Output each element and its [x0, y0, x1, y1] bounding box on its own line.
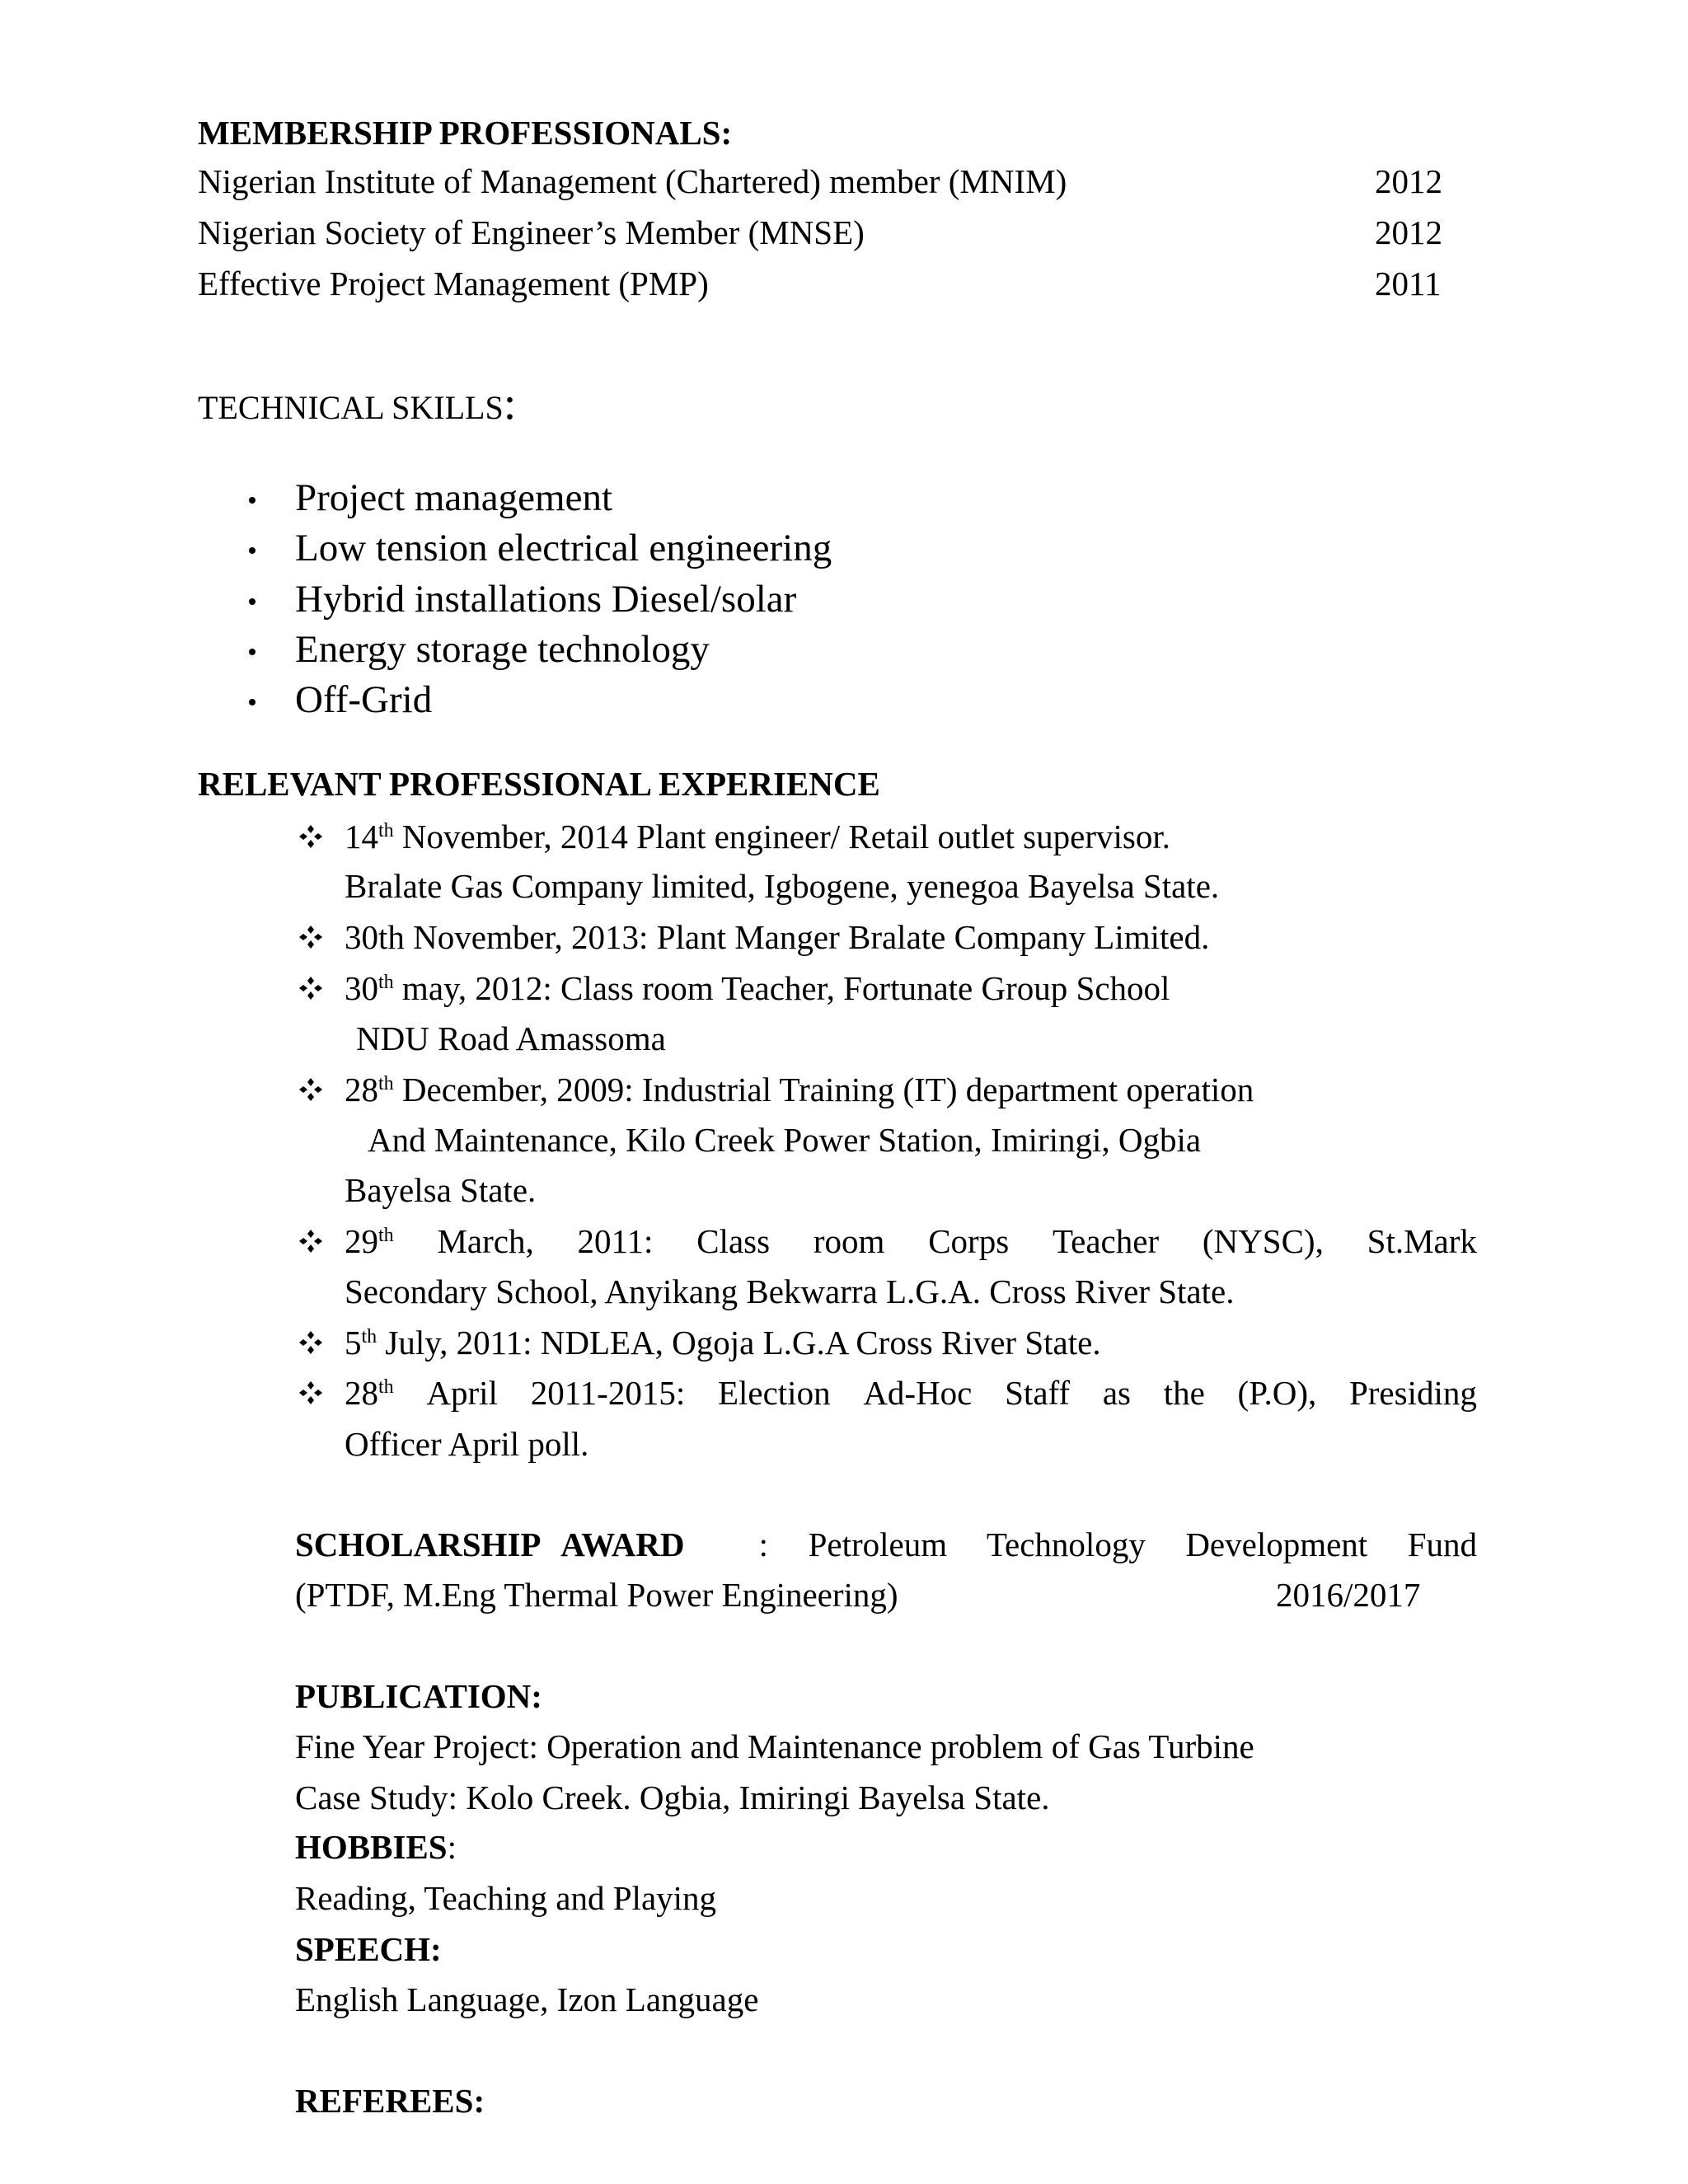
experience-word: Teacher [1052, 1222, 1160, 1260]
ordinal-suffix: th [378, 1225, 394, 1246]
experience-line: 30th November, 2013: Plant Manger Bralate Company Limited. [345, 918, 1210, 956]
experience-line: And Maintenance, Kilo Creek Power Station, Imiringi, Ogbia [368, 1121, 1202, 1159]
experience-word: March, [437, 1222, 534, 1260]
scholarship-line [295, 1524, 1477, 1565]
diamond-bullet-icon [298, 1330, 323, 1355]
experience-word: Election [717, 1374, 831, 1412]
scholarship-text: : Petroleum Technology Development Fund [758, 1526, 1477, 1563]
hobbies-heading-colon: : [447, 1828, 457, 1866]
diamond-bullet-icon [298, 1229, 323, 1254]
bullet-icon [249, 598, 256, 605]
experience-text: November, 2014 Plant engineer/ Retail outlet supervisor. [393, 818, 1170, 855]
membership-item-name: Effective Project Management (PMP) [198, 265, 709, 302]
experience-line [345, 1322, 1101, 1363]
experience-line: Bralate Gas Company limited, Igbogene, yenegoa Bayelsa State. [345, 867, 1220, 905]
experience-word: as [1102, 1374, 1131, 1412]
ordinal-suffix: th [361, 1326, 377, 1347]
experience-line [345, 1221, 1477, 1262]
technical-heading-colon: : [503, 378, 517, 429]
hobbies-heading-text: HOBBIES [295, 1828, 448, 1866]
ordinal-suffix: th [378, 972, 394, 993]
skill-item: Hybrid installations Diesel/solar [295, 578, 797, 621]
experience-word: room [813, 1222, 885, 1260]
experience-line: Officer April poll. [345, 1425, 589, 1463]
skill-item: Off-Grid [295, 678, 433, 721]
experience-line [345, 968, 1170, 1009]
ordinal-suffix: th [378, 1376, 394, 1398]
membership-item-year: 2011 [1375, 265, 1442, 302]
diamond-bullet-icon [298, 824, 323, 849]
experience-word: 2011-2015: [530, 1374, 686, 1412]
membership-item-year: 2012 [1375, 162, 1442, 200]
diamond-bullet-icon [298, 925, 323, 949]
experience-word: St.Mark [1367, 1222, 1477, 1260]
technical-heading-text: TECHNICAL SKILLS [198, 389, 504, 426]
experience-text: December, 2009: Industrial Training (IT) department operation [393, 1071, 1254, 1108]
scholarship-line-2: (PTDF, M.Eng Thermal Power Engineering) [295, 1576, 898, 1614]
speech-heading: SPEECH: [295, 1930, 442, 1968]
experience-line [345, 816, 1170, 857]
experience-word: Presiding [1348, 1374, 1477, 1412]
experience-line: Secondary School, Anyikang Bekwarra L.G.A. Cross River State. [345, 1272, 1235, 1310]
diamond-bullet-icon [298, 1077, 323, 1102]
publication-line: Fine Year Project: Operation and Maintenance problem of Gas Turbine [295, 1727, 1254, 1765]
experience-word: Staff [1005, 1374, 1071, 1412]
experience-day: 29 [345, 1222, 378, 1260]
experience-word: the [1163, 1374, 1205, 1412]
publication-heading: PUBLICATION: [295, 1677, 542, 1715]
experience-word: (P.O), [1237, 1374, 1317, 1412]
skill-item: Project management [295, 476, 612, 519]
experience-line [345, 1372, 1477, 1413]
hobbies-heading [295, 1826, 457, 1868]
bullet-icon [249, 547, 256, 554]
bullet-icon [249, 699, 256, 705]
speech-text: English Language, Izon Language [295, 1980, 759, 2018]
skill-item: Energy storage technology [295, 628, 710, 671]
experience-word: (NYSC), [1202, 1222, 1324, 1260]
experience-text: July, 2011: NDLEA, Ogoja L.G.A Cross River State. [377, 1324, 1101, 1361]
diamond-bullet-icon [298, 976, 323, 1001]
publication-line: Case Study: Kolo Creek. Ogbia, Imiringi Bayelsa State. [295, 1779, 1050, 1816]
experience-day: 5 [345, 1324, 362, 1361]
bullet-icon [249, 497, 256, 504]
referees-heading: REFEREES: [295, 2082, 485, 2120]
membership-item-name: Nigerian Institute of Management (Chartered) member (MNIM) [198, 162, 1067, 200]
scholarship-label: SCHOLARSHIP AWARD [295, 1526, 685, 1563]
experience-text: may, 2012: Class room Teacher, Fortunate Group School [393, 969, 1170, 1007]
technical-heading [198, 378, 517, 429]
skill-item: Low tension electrical engineering [295, 527, 832, 569]
experience-date [345, 1372, 394, 1413]
experience-line: Bayelsa State. [345, 1171, 537, 1209]
bullet-icon [249, 649, 256, 655]
experience-day: 28 [345, 1071, 378, 1108]
experience-word: Corps [928, 1222, 1010, 1260]
experience-word: April [426, 1374, 498, 1412]
experience-word: Class [696, 1222, 771, 1260]
scholarship-year: 2016/2017 [1276, 1576, 1421, 1614]
hobbies-text: Reading, Teaching and Playing [295, 1879, 717, 1917]
ordinal-suffix: th [378, 820, 394, 841]
experience-word: 2011: [577, 1222, 654, 1260]
diamond-bullet-icon [298, 1380, 323, 1405]
experience-day: 30 [345, 969, 378, 1007]
experience-day: 28 [345, 1374, 378, 1412]
experience-date [345, 1221, 394, 1262]
experience-heading: RELEVANT PROFESSIONAL EXPERIENCE [198, 765, 880, 803]
experience-line [345, 1069, 1254, 1110]
membership-item-year: 2012 [1375, 213, 1442, 251]
membership-heading: MEMBERSHIP PROFESSIONALS: [198, 114, 733, 152]
membership-item-name: Nigerian Society of Engineer’s Member (MNSE) [198, 213, 865, 251]
ordinal-suffix: th [378, 1073, 394, 1094]
experience-day: 14 [345, 818, 378, 855]
experience-line: NDU Road Amassoma [356, 1019, 666, 1057]
experience-word: Ad-Hoc [863, 1374, 973, 1412]
